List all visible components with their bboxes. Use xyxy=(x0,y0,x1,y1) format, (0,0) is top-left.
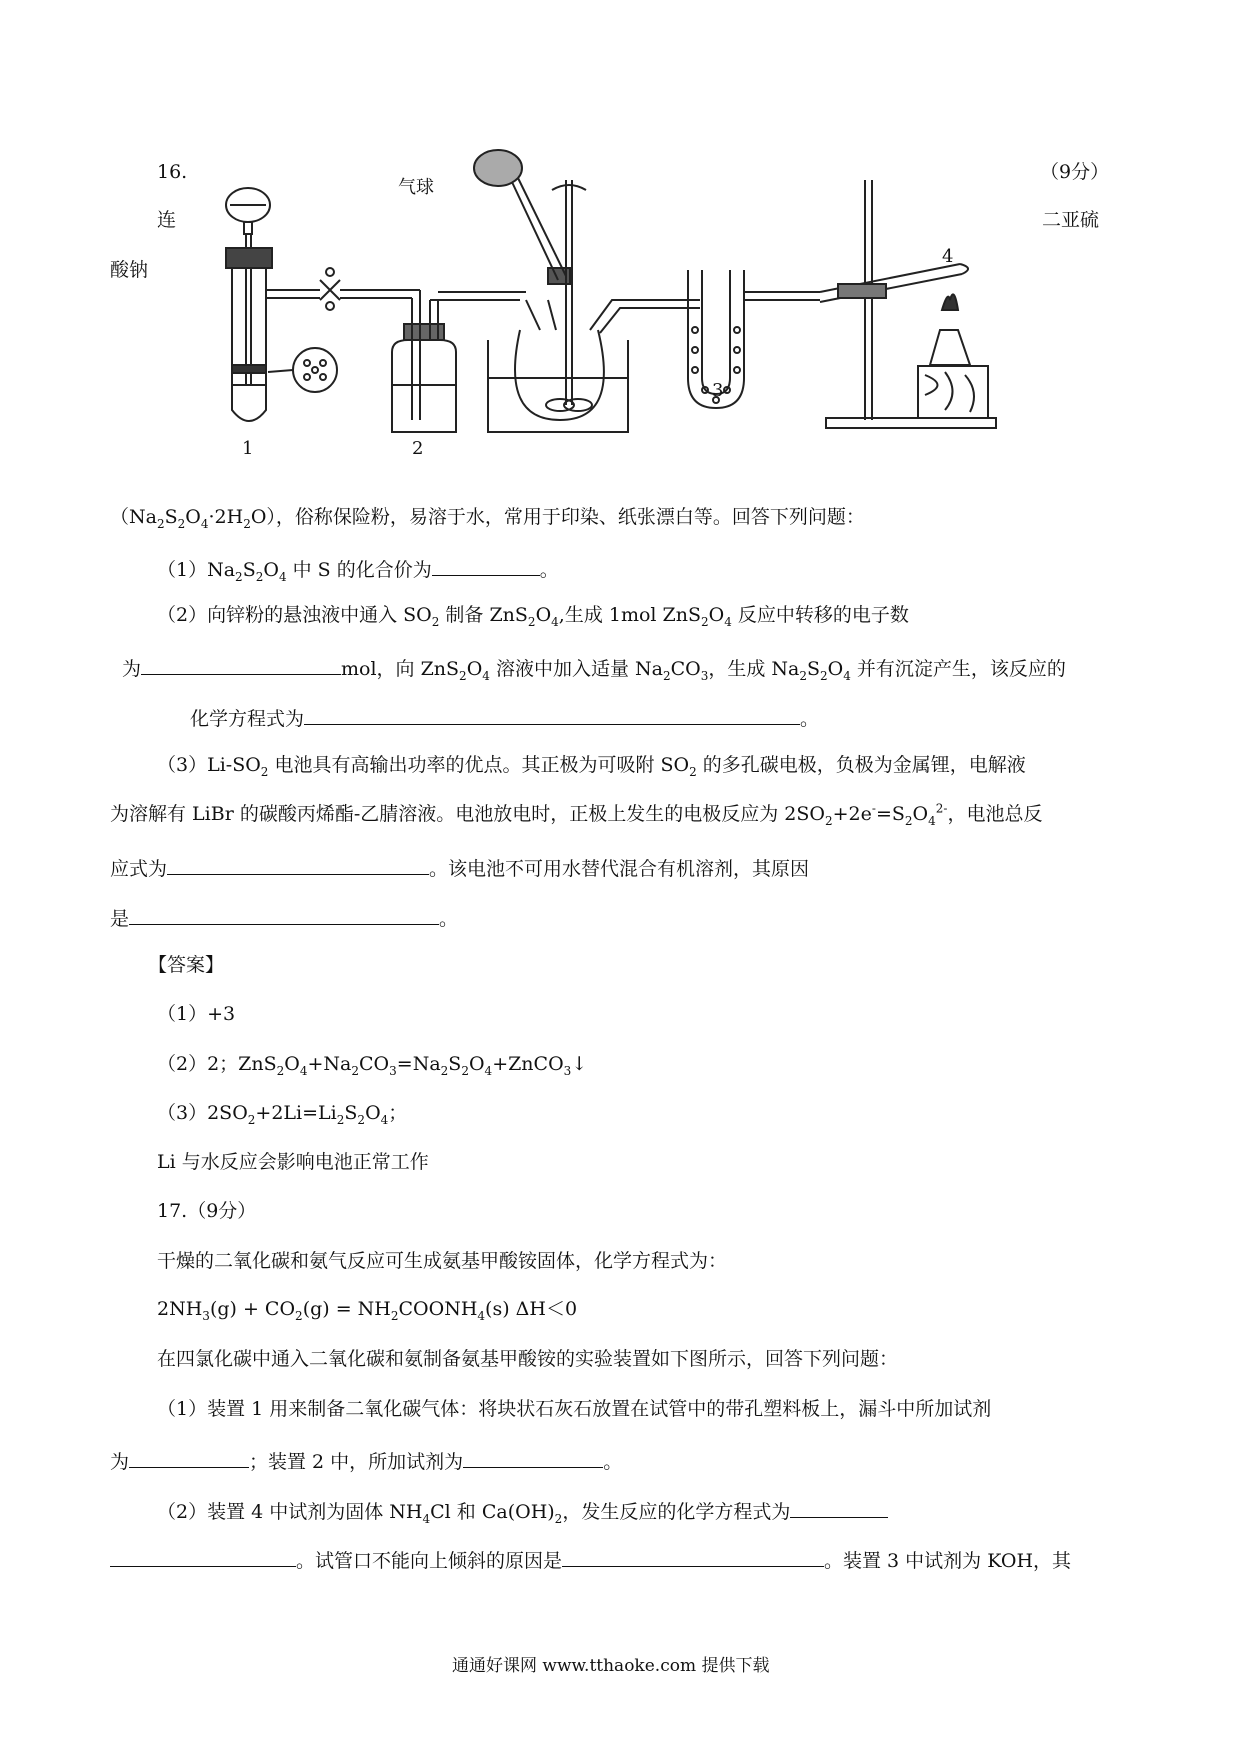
q16-score: （9分） xyxy=(1040,161,1110,183)
answer-blank[interactable] xyxy=(463,1449,603,1468)
label-3: 3 xyxy=(712,380,724,401)
q17-header: 17.（9分） xyxy=(157,1200,257,1222)
answer-2: （2）2；$ZnS_2O_4+Na_2CO_3=Na_2S_2O_4+ZnCO_3↓$ xyxy=(157,1053,588,1078)
q17-equation: $2NH_3(g) + CO_2(g)$ = $NH_2COONH_4(s)$ ΔH＜0 xyxy=(157,1298,578,1323)
q16-p3b: 为溶解有 LiBr 的碳酸丙烯酯-乙腈溶液。电池放电时，正极上发生的电极反应为 $2SO_2+2e^-=S_2O_4^{2-}$，电池总反 xyxy=(110,801,1043,828)
q16-p3d: 是 。 xyxy=(110,908,459,930)
answer-blank[interactable] xyxy=(304,706,800,725)
answer-3: $(3)2SO_2+2Li=Li_2S_2O_4$； xyxy=(157,1102,408,1127)
label-2: 2 xyxy=(412,438,424,459)
label-1: 1 xyxy=(242,438,254,459)
q16-formula-para: $(Na_2S_2O_4\cdot 2H_2O)$，俗称保险粉，易溶于水，常用于印染、纸张漂白等。回答下列问题： xyxy=(110,506,865,531)
answer-3b: Li 与水反应会影响电池正常工作 xyxy=(157,1151,429,1173)
q16-p2b: 为 mol，向 $ZnS_2O_4$ 溶液中加入适量 $Na_2CO_3$，生成 $Na_2S_2O_4$ 并有沉淀产生，该反应的 xyxy=(122,658,1066,683)
answer-blank[interactable] xyxy=(129,1449,249,1468)
answer-blank[interactable] xyxy=(141,656,341,675)
q16-left-text-2: 酸钠 xyxy=(110,259,149,281)
answer-blank[interactable] xyxy=(129,906,439,925)
label-4: 4 xyxy=(942,246,954,267)
apparatus-figure xyxy=(0,0,1240,480)
q17-p1a: （1）装置 1 用来制备二氧化碳气体：将块状石灰石放置在试管中的带孔塑料板上，漏斗中所加试剂 xyxy=(157,1398,992,1420)
apparatus-1-generator xyxy=(226,188,337,421)
answer-1: （1）+3 xyxy=(157,1003,236,1025)
answer-blank[interactable] xyxy=(562,1548,824,1567)
q16-number: 16. xyxy=(157,161,188,183)
q16-p3c: 应式为 。该电池不可用水替代混合有机溶剂，其原因 xyxy=(110,858,810,880)
q17-setup: 在四氯化碳中通入二氧化碳和氨制备氨基甲酸铵的实验装置如下图所示，回答下列问题： xyxy=(157,1348,899,1370)
q16-p1: $(1)Na_2S_2O_4$ 中 S 的化合价为 。 xyxy=(157,559,559,584)
answer-blank[interactable] xyxy=(110,1548,296,1567)
q17-p1b: 为 ；装置 2 中，所加试剂为 。 xyxy=(110,1451,623,1473)
answer-title: 【答案】 xyxy=(148,954,225,976)
q17-p2b: 。试管口不能向上倾斜的原因是 。装置 3 中试剂为 KOH，其 xyxy=(110,1548,1071,1571)
apparatus-2-wash-bottle xyxy=(392,290,526,432)
answer-blank[interactable] xyxy=(790,1499,888,1518)
q16-right-text-1: 二亚硫 xyxy=(1042,209,1100,231)
answer-blank[interactable] xyxy=(167,856,429,875)
apparatus-4-heated-tube xyxy=(820,180,996,428)
apparatus-3-u-tube xyxy=(688,270,820,408)
page-footer: 通通好课网 www.tthaoke.com 提供下载 xyxy=(452,1656,770,1676)
q16-p2a: （2）向锌粉的悬浊液中通入 $SO_2$ 制备 $ZnS_2O_4$,生成 1mol $ZnS_2O_4$ 反应中转移的电子数 xyxy=(157,604,909,629)
q16-left-text-1: 连 xyxy=(157,209,177,231)
q16-p3a: $(3)Li-SO_2$ 电池具有高输出功率的优点。其正极为可吸附 $SO_2$ 的多孔碳电极，负极为金属锂，电解液 xyxy=(157,754,1026,779)
q16-p2c: 化学方程式为 。 xyxy=(190,708,820,730)
answer-blank[interactable] xyxy=(432,557,540,576)
q17-intro: 干燥的二氧化碳和氨气反应可生成氨基甲酸铵固体，化学方程式为： xyxy=(157,1250,728,1272)
q17-p2a: （2）装置 4 中试剂为固体 $NH_4Cl$ 和 $Ca(OH)_2$，发生反应的化学方程式为 xyxy=(157,1499,888,1522)
balloon-label: 气球 xyxy=(398,177,434,198)
